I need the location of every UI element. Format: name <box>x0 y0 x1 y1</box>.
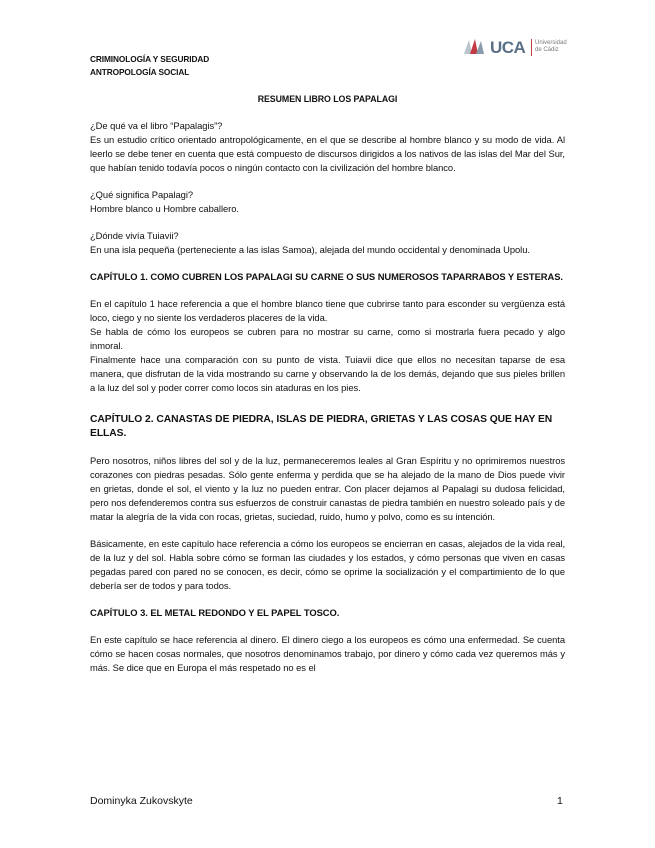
header-course-line: ANTROPOLOGÍA SOCIAL <box>90 66 190 77</box>
chapter-1-paragraph-3: Finalmente hace una comparación con su punto de vista. Tuiavii dice que ellos no necesitan taparse de esa manera, que disfrutan de la vida mostrando su carne y observando la de los demás, dejando que sus pieles brillen a la luz del sol y poder correr como locos sin ataduras en los pies. <box>90 354 565 393</box>
chapter-3-heading: CAPÍTULO 3. EL METAL REDONDO Y EL PAPEL TOSCO. <box>90 607 340 618</box>
answer-2: Hombre blanco u Hombre caballero. <box>90 203 239 214</box>
chapter-1-paragraph-1: En el capítulo 1 hace referencia a que el hombre blanco tiene que cubrirse tanto para esconder su vergüenza está loco, ciego y no siente los verdaderos placeres de la vida. <box>90 298 565 323</box>
document-header <box>90 53 209 78</box>
logo-university-name: Universidad de Cádiz <box>535 40 567 53</box>
header-subject-line: CRIMINOLOGÍA Y SEGURIDAD <box>90 54 210 64</box>
university-logo <box>462 36 572 60</box>
document-title: RESUMEN LIBRO LOS PAPALAGI <box>257 94 398 104</box>
question-1: ¿De qué va el libro “Papalagis”? <box>90 120 223 131</box>
chapter-2-paragraph-1: Pero nosotros, niños libres del sol y de la luz, permaneceremos leales al Gran Espíritu y no oprimiremos nuestros corazones con piedras pesadas. Sólo gente enferma y perdida que se ha alejado de la mano de Dios puede vivir en grietas, donde el sol, el viento y la luz no pueden entrar. Con placer dejamos al Papalagi su dudosa felicidad, pero nos defenderemos contra sus esfuerzos de construir canastas de piedra también en nuestro soleado país y de matar la alegría de la vida con rocas, grietas, suciedad, ruido, humo y polvo, como es su intención. <box>90 455 565 522</box>
document-body <box>90 92 565 675</box>
chapter-2-heading: CAPÍTULO 2. CANASTAS DE PIEDRA, ISLAS DE PIEDRA, GRIETAS Y LAS COSAS QUE HAY EN ELLAS. <box>90 414 553 439</box>
chapter-3-paragraph-1: En este capítulo se hace referencia al dinero. El dinero ciego a los europeos es cómo una enfermedad. Se cuenta cómo se hacen cosas normales, que nosotros denominamos trabajo, por dinero y cómo cada vez queremos más y más. Se dice que en Europa el más respetado no es el <box>90 634 565 673</box>
logo-divider <box>531 39 532 56</box>
logo-wordmark: UCA <box>490 38 526 57</box>
uca-emblem-icon <box>462 38 488 56</box>
footer-author: Dominyka Zukovskyte <box>90 795 193 807</box>
chapter-1-heading: CAPÍTULO 1. COMO CUBREN LOS PAPALAGI SU CARNE O SUS NUMEROSOS TAPARRABOS Y ESTERAS. <box>90 271 563 282</box>
answer-1: Es un estudio crítico orientado antropológicamente, en el que se describe al hombre blanco y su modo de vida. Al leerlo se debe tener en cuenta que está compuesto de discursos dirigidos a los nativos de las islas del Mar del Sur, que habían tenido todavía pocos o ningún contacto con la civilización del hombre blanco. <box>90 134 565 173</box>
chapter-1-paragraph-2: Se habla de cómo los europeos se cubren para no mostrar su carne, como si mostrarla fuera pecado y algo inmoral. <box>90 326 565 351</box>
chapter-2-paragraph-2: Básicamente, en este capítulo hace referencia a cómo los europeos se encierran en casas, alejados de la vida real, de la luz y del sol. Habla sobre cómo se forman las ciudades y los estados, y cómo personas que viven en casas pegadas pared con pared no se conocen, es decir, cómo se oprime la socialización y el compartimiento de lo que debería ser de todos y para todos. <box>90 538 565 591</box>
footer-page-number: 1 <box>557 795 563 807</box>
answer-3: En una isla pequeña (perteneciente a las islas Samoa), alejada del mundo occidental y denominada Upolu. <box>90 244 530 255</box>
question-2: ¿Qué significa Papalagi? <box>90 189 194 200</box>
question-3: ¿Dónde vivía Tuiavii? <box>90 230 179 241</box>
